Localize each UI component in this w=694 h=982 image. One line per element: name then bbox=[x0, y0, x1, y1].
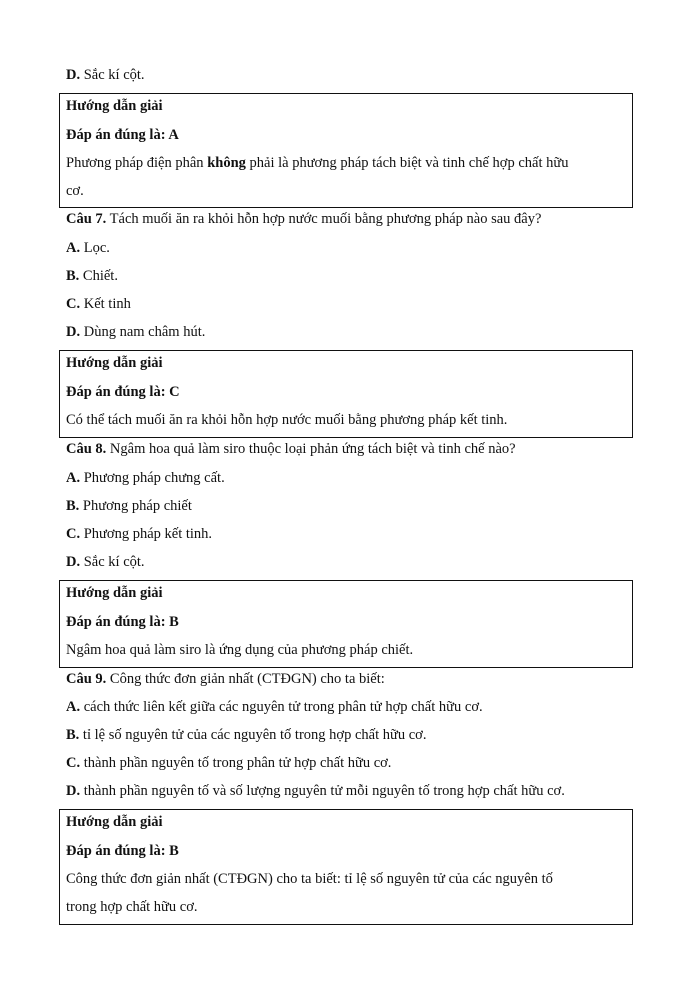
q8-option-c bbox=[66, 525, 212, 543]
solution-heading: Hướng dẫn giải bbox=[66, 355, 163, 371]
option-text: Kết tinh bbox=[80, 296, 131, 312]
q7-option-b bbox=[66, 267, 118, 285]
explanation-text: phải là phương pháp tách biệt và tinh chế hợp chất hữu bbox=[245, 155, 569, 171]
solution-heading: Hướng dẫn giải bbox=[66, 98, 163, 114]
option-letter: C. bbox=[66, 526, 81, 542]
q7-option-d bbox=[66, 323, 205, 341]
correct-answer: Đáp án đúng là: B bbox=[66, 614, 179, 630]
q7-option-c bbox=[66, 295, 131, 313]
question-7 bbox=[66, 210, 541, 228]
correct-answer: Đáp án đúng là: A bbox=[66, 127, 179, 143]
option-text: tỉ lệ số nguyên tử của các nguyên tố trong hợp chất hữu cơ. bbox=[79, 727, 427, 743]
option-letter: A. bbox=[66, 470, 81, 486]
q7-option-a bbox=[66, 239, 110, 257]
question-text: Công thức đơn giản nhất (CTĐGN) cho ta biết: bbox=[106, 671, 385, 687]
solution-heading: Hướng dẫn giải bbox=[66, 814, 163, 830]
explanation-emphasis: không bbox=[207, 155, 246, 171]
option-letter: A. bbox=[66, 240, 81, 256]
q9-option-a bbox=[66, 698, 483, 716]
solution-explanation-line2: trong hợp chất hữu cơ. bbox=[66, 899, 198, 915]
option-letter: D. bbox=[66, 783, 81, 799]
option-text: Phương pháp kết tinh. bbox=[80, 526, 213, 542]
solution-explanation bbox=[66, 154, 568, 172]
option-letter: A. bbox=[66, 699, 81, 715]
option-text: Lọc. bbox=[80, 240, 110, 256]
option-text: Dùng nam châm hút. bbox=[80, 324, 206, 340]
solution-box-9 bbox=[59, 809, 633, 925]
option-text: Sắc kí cột. bbox=[80, 554, 145, 570]
option-letter: D. bbox=[66, 67, 81, 83]
option-text: Phương pháp chưng cất. bbox=[80, 470, 225, 486]
question-label: Câu 9. bbox=[66, 671, 107, 687]
q9-option-c bbox=[66, 754, 391, 772]
q8-option-d bbox=[66, 553, 145, 571]
q8-option-b bbox=[66, 497, 192, 515]
correct-answer: Đáp án đúng là: C bbox=[66, 384, 180, 400]
solution-heading: Hướng dẫn giải bbox=[66, 585, 163, 601]
question-9 bbox=[66, 670, 385, 688]
option-letter: B. bbox=[66, 498, 80, 514]
question-text: Ngâm hoa quả làm siro thuộc loại phản ứng tách biệt và tinh chế nào? bbox=[106, 441, 516, 457]
option-letter: B. bbox=[66, 727, 80, 743]
option-text: cách thức liên kết giữa các nguyên tử trong phân tử hợp chất hữu cơ. bbox=[80, 699, 483, 715]
solution-explanation: Ngâm hoa quả làm siro là ứng dụng của phương pháp chiết. bbox=[66, 642, 414, 658]
solution-explanation: Có thể tách muối ăn ra khỏi hỗn hợp nước muối bằng phương pháp kết tinh. bbox=[66, 412, 508, 428]
option-letter: B. bbox=[66, 268, 80, 284]
option-text: Phương pháp chiết bbox=[79, 498, 192, 514]
solution-box-8 bbox=[59, 580, 633, 668]
solution-explanation: Công thức đơn giản nhất (CTĐGN) cho ta biết: tỉ lệ số nguyên tử của các nguyên tố bbox=[66, 871, 553, 887]
correct-answer: Đáp án đúng là: B bbox=[66, 843, 179, 859]
solution-box-6 bbox=[59, 93, 633, 208]
question-text: Tách muối ăn ra khỏi hỗn hợp nước muối bằng phương pháp nào sau đây? bbox=[106, 211, 542, 227]
question-8 bbox=[66, 440, 516, 458]
option-text: Chiết. bbox=[79, 268, 118, 284]
option-letter: C. bbox=[66, 755, 81, 771]
option-letter: D. bbox=[66, 324, 81, 340]
question-label: Câu 8. bbox=[66, 441, 107, 457]
option-text: Sắc kí cột. bbox=[80, 67, 145, 83]
question-label: Câu 7. bbox=[66, 211, 107, 227]
option-d-previous bbox=[66, 66, 145, 84]
solution-explanation-line2: cơ. bbox=[66, 183, 84, 199]
explanation-text: Phương pháp điện phân bbox=[66, 155, 208, 171]
option-text: thành phần nguyên tố trong phân tử hợp chất hữu cơ. bbox=[80, 755, 392, 771]
q9-option-b bbox=[66, 726, 426, 744]
option-text: thành phần nguyên tố và số lượng nguyên tử mỗi nguyên tố trong hợp chất hữu cơ. bbox=[80, 783, 565, 799]
option-letter: D. bbox=[66, 554, 81, 570]
solution-box-7 bbox=[59, 350, 633, 438]
q8-option-a bbox=[66, 469, 225, 487]
q9-option-d bbox=[66, 782, 565, 800]
option-letter: C. bbox=[66, 296, 81, 312]
